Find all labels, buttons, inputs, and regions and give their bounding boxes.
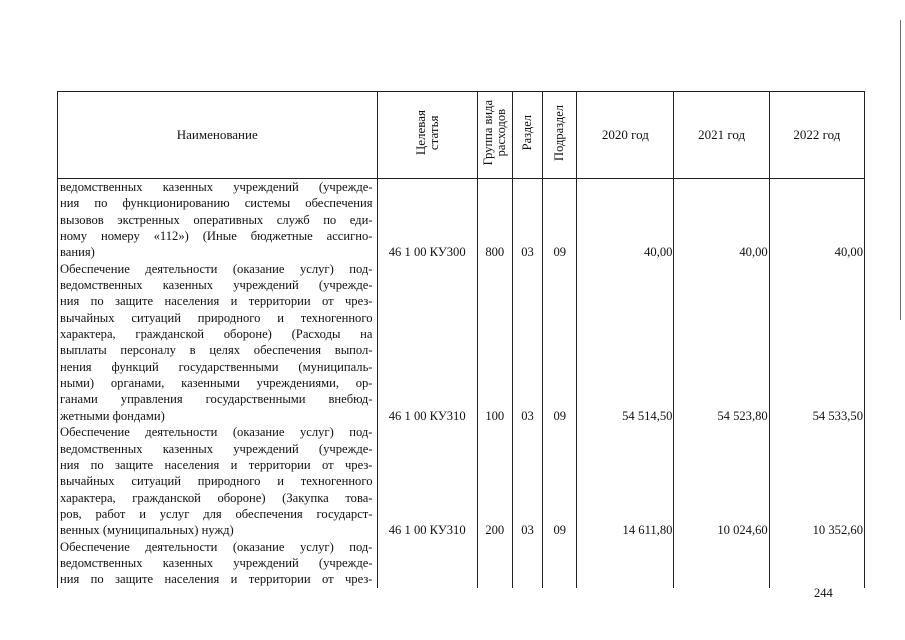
- row-name-cell: [58, 261, 378, 424]
- name-line: нения функций государственными (муниципаль-: [60, 359, 373, 374]
- name-line: ния по защите населения и территории от чрез-: [60, 457, 373, 472]
- table-row: [58, 179, 865, 261]
- header-year-2021: 2021 год: [674, 92, 769, 179]
- name-line: ния по функционированию системы обеспечения: [60, 196, 373, 211]
- row-name-cell: [58, 424, 378, 538]
- name-line: Обеспечение деятельности (оказание услуг) под-: [60, 261, 373, 276]
- header-year-2020: 2020 год: [577, 92, 674, 179]
- subsection-cell: 09: [543, 424, 577, 538]
- page-number: 244: [814, 586, 833, 600]
- value-2020-cell: 14 611,80: [577, 424, 674, 538]
- target-article-cell: 46 1 00 КУ300: [377, 179, 477, 261]
- value-2021-cell: 10 024,60: [674, 424, 769, 538]
- section-cell: 03: [512, 424, 543, 538]
- table-row: [58, 261, 865, 424]
- name-line: жетными фондами): [60, 408, 165, 423]
- value-2021-cell: 54 523,80: [674, 261, 769, 424]
- name-line: ния по защите населения и территории от чрез-: [60, 572, 373, 587]
- row-name-cell: [58, 179, 378, 261]
- header-expense-group: Группа вида расходов: [477, 92, 512, 179]
- name-line: Обеспечение деятельности (оказание услуг) под-: [60, 539, 373, 554]
- section-cell: [512, 539, 543, 588]
- target-article-cell: 46 1 00 КУ310: [377, 424, 477, 538]
- name-line: ния по защите населения и территории от чрез-: [60, 294, 373, 309]
- name-line: вычайных ситуаций природного и техногенного: [60, 310, 373, 325]
- name-line: вызовов экстренных оперативных служб по еди-: [60, 212, 373, 227]
- value-2020-cell: [577, 539, 674, 588]
- name-line: вания): [60, 245, 95, 260]
- name-line: ведомственных казенных учреждений (учрежде-: [60, 441, 373, 456]
- header-subsection: Подраздел: [543, 92, 577, 179]
- expense-group-cell: 200: [477, 424, 512, 538]
- expense-group-cell: [477, 539, 512, 588]
- target-article-cell: [377, 539, 477, 588]
- expense-group-cell: 100: [477, 261, 512, 424]
- subsection-cell: 09: [543, 261, 577, 424]
- table-row: [58, 539, 865, 588]
- name-line: Обеспечение деятельности (оказание услуг) под-: [60, 425, 373, 440]
- value-2022-cell: 10 352,60: [769, 424, 864, 538]
- expense-group-cell: 800: [477, 179, 512, 261]
- name-line: ведомственных казенных учреждений (учрежде-: [60, 278, 373, 293]
- name-line: характера, гражданской обороне) (Закупка това-: [60, 490, 373, 505]
- subsection-cell: 09: [543, 179, 577, 261]
- table-row: [58, 424, 865, 538]
- value-2020-cell: 40,00: [577, 179, 674, 261]
- header-name: Наименование: [58, 92, 378, 179]
- page-edge-line: [900, 20, 901, 320]
- section-cell: 03: [512, 261, 543, 424]
- target-article-cell: 46 1 00 КУ310: [377, 261, 477, 424]
- name-line: ров, работ и услуг для обеспечения государст-: [60, 506, 373, 521]
- value-2022-cell: [769, 539, 864, 588]
- header-target-article: Целевая статья: [377, 92, 477, 179]
- table-header-row: [58, 92, 865, 179]
- subsection-cell: [543, 539, 577, 588]
- row-name-cell: [58, 539, 378, 588]
- budget-table: [57, 91, 865, 588]
- name-line: характера, гражданской обороне) (Расходы на: [60, 327, 373, 342]
- name-line: ганами управления государственными внебюд-: [60, 392, 373, 407]
- name-line: ведомственных казенных учреждений (учрежде-: [60, 555, 373, 570]
- section-cell: 03: [512, 179, 543, 261]
- value-2022-cell: 40,00: [769, 179, 864, 261]
- name-line: ными) органами, казенными учреждениями, ор-: [60, 376, 373, 391]
- value-2021-cell: 40,00: [674, 179, 769, 261]
- value-2021-cell: [674, 539, 769, 588]
- name-line: ведомственных казенных учреждений (учрежде-: [60, 180, 373, 194]
- name-line: выплаты персоналу в целях обеспечения выпол-: [60, 343, 373, 358]
- name-line: венных (муниципальных) нужд): [60, 523, 234, 538]
- name-line: ному номеру «112») (Иные бюджетные ассигно-: [60, 229, 373, 244]
- value-2022-cell: 54 533,50: [769, 261, 864, 424]
- header-section: Раздел: [512, 92, 543, 179]
- header-year-2022: 2022 год: [769, 92, 864, 179]
- value-2020-cell: 54 514,50: [577, 261, 674, 424]
- name-line: вычайных ситуаций природного и техногенного: [60, 474, 373, 489]
